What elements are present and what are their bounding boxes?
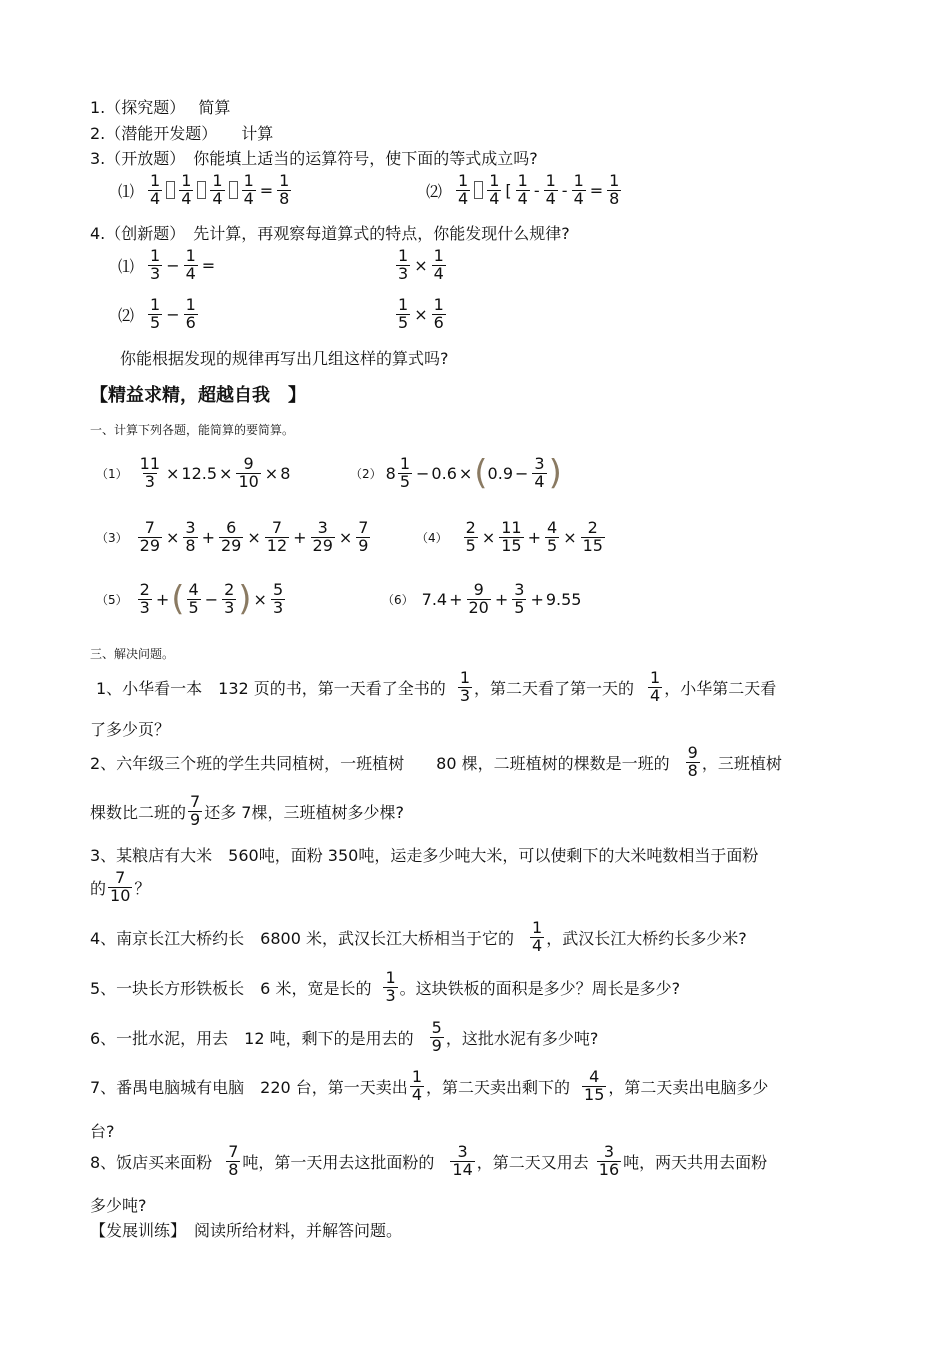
calc-label: （5） <box>96 592 128 607</box>
calc-3: （3） $\frac{7}{29}$ × $\frac{3}{8}$ + $\frac{6}{29}$ × $\frac{7}{12}$ + $\frac{3}{29}$ × $\frac{7}{9}$ <box>96 518 369 555</box>
problem-text: 的 <box>90 878 107 898</box>
calc-label: （2） <box>350 466 382 481</box>
q3-equation-1: ⑴ $\frac{1}{4}$ $\frac{1}{4}$ $\frac{1}{4}$ $\frac{1}{4}$ = $\frac{1}{8}$ <box>118 171 290 208</box>
problem-text: ，小华第二天看 <box>664 678 777 698</box>
problem-6 <box>90 1020 598 1055</box>
problem-text: 吨，第一天用去这批面粉的 <box>242 1152 435 1172</box>
blank-box <box>229 181 238 199</box>
fraction: $\frac{1}{8}$ <box>609 171 620 208</box>
blank-box <box>197 181 206 199</box>
fraction: $\frac{4}{15}$ <box>584 1067 605 1104</box>
fraction: $\frac{4}{5}$ <box>188 580 199 617</box>
calc-2: （2） 8 $\frac{1}{5}$ − 0.6 × ( 0.9 − $\frac{3}{4}$ ) <box>350 453 562 494</box>
problem-text: 5、一块长方形铁板长 6 米，宽是长的 <box>90 978 372 998</box>
problem-text: 吨，两天共用去面粉 <box>623 1152 768 1172</box>
fraction: $\frac{1}{4}$ <box>489 171 500 208</box>
fraction: $\frac{3}{29}$ <box>312 518 333 555</box>
q3-eq2-label: ⑵ <box>426 181 443 201</box>
problem-text: 8、饭店买来面粉 <box>90 1152 213 1172</box>
problem-text: 2、六年级三个班的学生共同植树，一班植树 80 棵，二班植树的棵数是一班的 <box>90 753 670 773</box>
section-subtitle: 一、计算下列各题，能简算的要简算。 <box>90 423 295 437</box>
fraction: $\frac{7}{8}$ <box>228 1142 239 1179</box>
calc-label: （4） <box>416 530 448 545</box>
problem-3-cont <box>90 870 150 905</box>
fraction: $\frac{1}{4}$ <box>185 246 196 283</box>
problem-text: 7、番禺电脑城有电脑 220 台，第一天卖出 <box>90 1077 408 1097</box>
fraction: $\frac{2}{15}$ <box>582 518 603 555</box>
calc-label: （3） <box>96 530 128 545</box>
fraction: $\frac{1}{4}$ <box>458 171 469 208</box>
problem-4 <box>90 920 747 955</box>
fraction: $\frac{3}{5}$ <box>514 580 525 617</box>
question-3: 3.（开放题） 你能填上适当的运算符号，使下面的等式成立吗? <box>90 149 538 168</box>
fraction: $\frac{1}{3}$ <box>459 668 470 705</box>
fraction: $\frac{1}{4}$ <box>532 918 543 955</box>
fraction: $\frac{1}{4}$ <box>545 171 556 208</box>
fraction: $\frac{1}{4}$ <box>573 171 584 208</box>
fraction: $\frac{3}{14}$ <box>452 1142 473 1179</box>
q4-product-1: $\frac{1}{3}$ × $\frac{1}{4}$ <box>398 246 444 283</box>
fraction: $\frac{7}{9}$ <box>358 518 369 555</box>
fraction: $\frac{4}{5}$ <box>547 518 558 555</box>
problem-text: ，武汉长江大桥约长多少米? <box>546 928 747 948</box>
fraction: $\frac{1}{3}$ <box>150 246 161 283</box>
calc-6: （6） 7.4 + $\frac{9}{20}$ + $\frac{3}{5}$ + 9.55 <box>382 580 582 617</box>
fraction: $\frac{1}{8}$ <box>279 171 290 208</box>
fraction: $\frac{1}{4}$ <box>650 668 661 705</box>
problem-5 <box>90 970 680 1005</box>
q4-tail: 你能根据发现的规律再写出几组这样的算式吗? <box>120 349 449 368</box>
fraction: $\frac{6}{29}$ <box>221 518 242 555</box>
fraction: $\frac{9}{8}$ <box>687 743 698 780</box>
q4-equation-2: ⑵ $\frac{1}{5}$ − $\frac{1}{6}$ <box>118 295 196 332</box>
problem-text: 1、小华看一本 132 页的书，第一天看了全书的 <box>96 678 446 698</box>
fraction: $\frac{1}{4}$ <box>411 1067 422 1104</box>
problem-text: ？ <box>134 878 151 898</box>
problem-8 <box>90 1144 767 1179</box>
fraction: $\frac{2}{3}$ <box>139 580 150 617</box>
development-training: 【发展训练】 阅读所给材料，并解答问题。 <box>90 1221 403 1240</box>
fraction: $\frac{1}{4}$ <box>517 171 528 208</box>
fraction: $\frac{1}{5}$ <box>399 454 411 491</box>
question-2: 2.（潜能开发题） 计算 <box>90 124 274 143</box>
fraction: $\frac{1}{3}$ <box>385 968 396 1005</box>
section-title: 【精益求精，超越自我 】 <box>90 385 306 406</box>
problem-text: ，第二天看了第一天的 <box>474 678 635 698</box>
problem-2-cont <box>90 794 404 829</box>
q4-eq2-label: ⑵ <box>118 305 135 325</box>
fraction: $\frac{1}{3}$ <box>398 246 409 283</box>
fraction: $\frac{1}{4}$ <box>433 246 444 283</box>
question-4: 4.（创新题） 先计算，再观察每道算式的特点，你能发现什么规律? <box>90 224 570 243</box>
number: 12.5 <box>181 463 218 483</box>
fraction: $\frac{7}{12}$ <box>266 518 288 555</box>
problem-text: 还多 7棵，三班植树多少棵? <box>204 802 404 822</box>
problem-text: ，三班植树 <box>701 753 782 773</box>
blank-box <box>166 181 175 199</box>
problem-text: ，第二天又用去 <box>476 1152 589 1172</box>
number: 0.9 <box>487 463 513 483</box>
fraction: $\frac{9}{10}$ <box>238 454 259 491</box>
fraction: $\frac{3}{8}$ <box>185 518 196 555</box>
calc-label: （6） <box>382 592 414 607</box>
fraction: $\frac{9}{20}$ <box>468 580 489 617</box>
fraction: $\frac{3}{4}$ <box>534 454 545 491</box>
problem-1 <box>96 670 776 705</box>
fraction: $\frac{11}{15}$ <box>501 518 522 555</box>
fraction: $\frac{2}{5}$ <box>465 518 476 555</box>
problem-7-cont: 台? <box>90 1122 115 1141</box>
q4-eq1-label: ⑴ <box>118 256 135 276</box>
fraction: $\frac{1}{6}$ <box>433 295 444 332</box>
problem-text: 6、一批水泥，用去 12 吨，剩下的是用去的 <box>90 1028 414 1048</box>
problem-text: ，第二天卖出电脑多少 <box>608 1077 769 1097</box>
problem-1-cont: 了多少页？ <box>90 720 171 739</box>
q4-product-2: $\frac{1}{5}$ × $\frac{1}{6}$ <box>398 295 444 332</box>
problem-8-cont: 多少吨? <box>90 1196 147 1215</box>
number: 8 <box>280 463 291 483</box>
calc-4: （4） $\frac{2}{5}$ × $\frac{11}{15}$ + $\frac{4}{5}$ × $\frac{2}{15}$ <box>416 518 603 555</box>
blank-box <box>474 181 483 199</box>
number: 0.6 <box>431 463 457 483</box>
problem-text: 棵数比二班的 <box>90 802 187 822</box>
fraction: $\frac{2}{3}$ <box>224 580 235 617</box>
fraction: $\frac{3}{16}$ <box>598 1142 620 1179</box>
fraction: $\frac{5}{9}$ <box>431 1018 442 1055</box>
problem-7 <box>90 1069 768 1104</box>
fraction: $\frac{5}{3}$ <box>272 580 284 617</box>
fraction: $\frac{1}{5}$ <box>150 295 161 332</box>
problem-text: 4、南京长江大桥约长 6800 米，武汉长江大桥相当于它的 <box>90 928 514 948</box>
fraction: $\frac{7}{29}$ <box>139 518 160 555</box>
calc-label: （1） <box>96 466 128 481</box>
problem-2 <box>90 745 782 780</box>
problem-text: ，第二天卖出剩下的 <box>426 1077 571 1097</box>
question-1: 1.（探究题） 简算 <box>90 98 231 117</box>
q4-equation-1: ⑴ $\frac{1}{3}$ − $\frac{1}{4}$ = <box>118 246 216 283</box>
calc-5: （5） $\frac{2}{3}$ + ( $\frac{4}{5}$ − $\frac{2}{3}$ ) × $\frac{5}{3}$ <box>96 579 284 620</box>
fraction: $\frac{1}{4}$ <box>212 171 223 208</box>
fraction: $\frac{7}{10}$ <box>110 868 131 905</box>
number: 8 <box>385 463 396 483</box>
fraction: $\frac{11}{3}$ <box>139 454 160 491</box>
fraction: $\frac{1}{4}$ <box>150 171 161 208</box>
q3-eq1-label: ⑴ <box>118 181 135 201</box>
fraction: $\frac{1}{4}$ <box>181 171 192 208</box>
number: 7.4 <box>421 589 448 609</box>
fraction: $\frac{1}{6}$ <box>185 295 196 332</box>
q3-equation-2: ⑵ $\frac{1}{4}$ $\frac{1}{4}$ [ $\frac{1}{4}$ - $\frac{1}{4}$ - $\frac{1}{4}$ = $\frac{1}{8}$ <box>426 171 620 208</box>
problem-text: ，这批水泥有多少吨? <box>445 1028 599 1048</box>
fraction: $\frac{1}{5}$ <box>398 295 409 332</box>
problem-3: 3、某粮店有大米 560吨，面粉 350吨，运走多少吨大米，可以使剩下的大米吨数相当于面粉 <box>90 846 759 865</box>
fraction: $\frac{1}{4}$ <box>243 171 254 208</box>
number: 9.55 <box>545 589 582 609</box>
fraction: $\frac{7}{9}$ <box>190 792 201 829</box>
problem-text: 。这块铁板的面积是多少？周长是多少? <box>399 978 681 998</box>
calc-1: （1） $\frac{11}{3}$ × 12.5 × $\frac{9}{10}$ × 8 <box>96 454 291 491</box>
section-subtitle: 三、解决问题。 <box>90 647 175 661</box>
